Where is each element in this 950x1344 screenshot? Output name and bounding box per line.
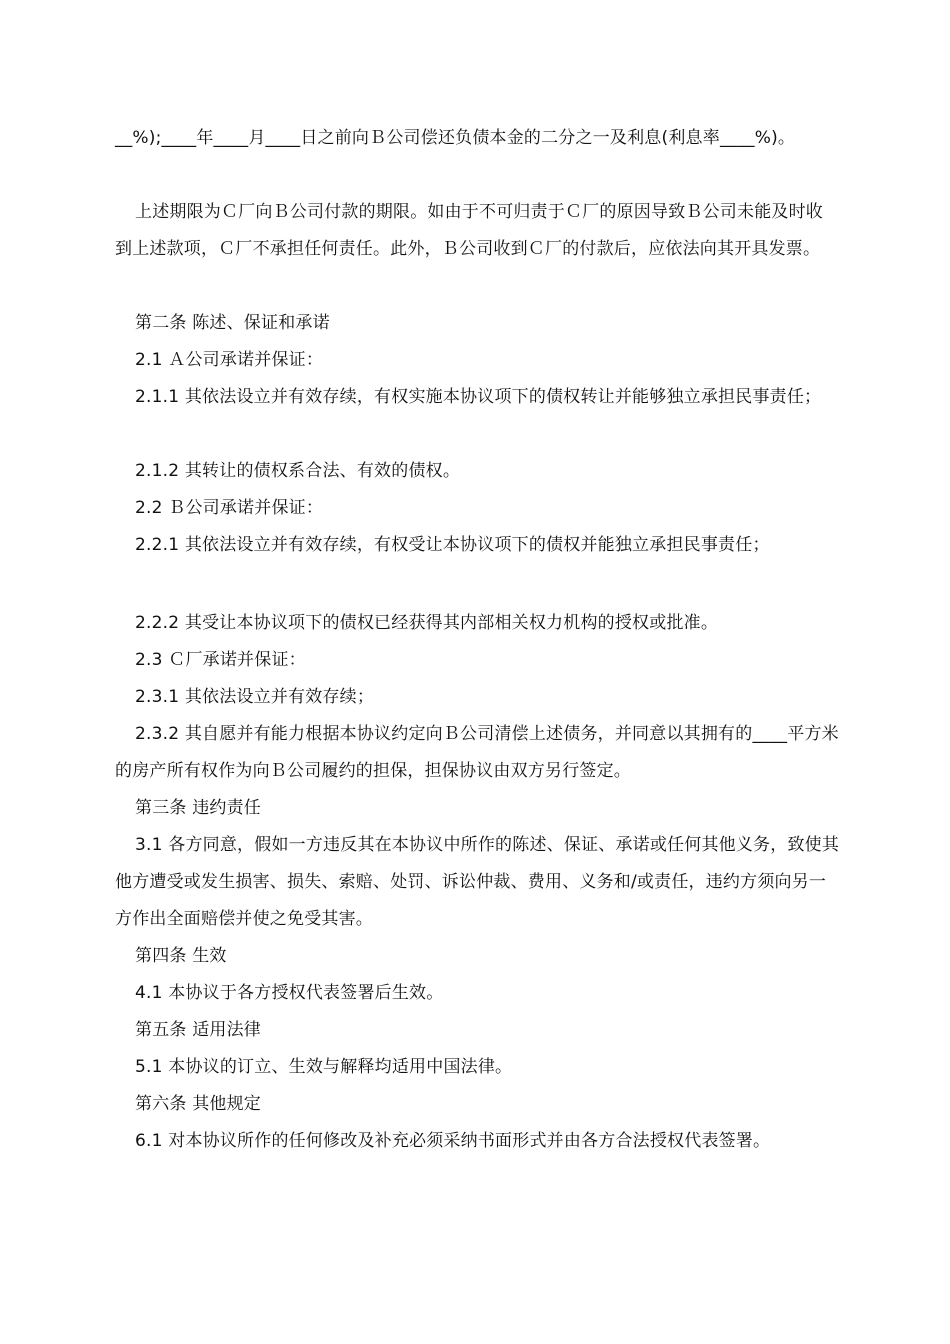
clause-2-1-2: 2.1.2 其转让的债权系合法、有效的债权。	[135, 461, 461, 481]
clause-2-3-1: 2.3.1 其依法设立并有效存续；	[135, 687, 375, 707]
clause-2-1: 2.1 Ａ公司承诺并保证：	[135, 350, 324, 370]
clause-2-3-2: 2.3.2 其自愿并有能力根据本协议约定向Ｂ公司清偿上述债务，并同意以其拥有的____平方米的房产所有权作为向Ｂ公司履约的担保，担保协议由双方另行签定。	[115, 724, 839, 781]
clause-5-1: 5.1 本协议的订立、生效与解释均适用中国法律。	[135, 1057, 513, 1077]
heading-article-5: 第五条 适用法律	[135, 1020, 262, 1040]
paragraph-repayment-terms: __%);____年____月____日之前向Ｂ公司偿还负债本金的二分之一及利息(利息率____%)。	[115, 128, 796, 148]
paragraph-payment-period: 上述期限为Ｃ厂向Ｂ公司付款的期限。如由于不可归责于Ｃ厂的原因导致Ｂ公司未能及时收到上述款项，Ｃ厂不承担任何责任。此外，Ｂ公司收到Ｃ厂的付款后，应依法向其开具发票。	[115, 202, 823, 259]
heading-article-2: 第二条 陈述、保证和承诺	[135, 313, 330, 333]
clause-6-1: 6.1 对本协议所作的任何修改及补充必须采纳书面形式并由各方合法授权代表签署。	[135, 1131, 771, 1151]
clause-2-2-1: 2.2.1 其依法设立并有效存续，有权受让本协议项下的债权并能独立承担民事责任；	[135, 535, 770, 555]
clause-3-1: 3.1 各方同意，假如一方违反其在本协议中所作的陈述、保证、承诺或任何其他义务，致使其他方遭受或发生损害、损失、索赔、处罚、诉讼仲裁、费用、义务和/或责任，违约方须向另一方作出全面赔偿并使之免受其害。	[115, 835, 840, 929]
clause-2-1-1: 2.1.1 其依法设立并有效存续，有权实施本协议项下的债权转让并能够独立承担民事责任；	[135, 387, 822, 407]
clause-2-2-2: 2.2.2 其受让本协议项下的债权已经获得其内部相关权力机构的授权或批准。	[135, 613, 719, 633]
clause-4-1: 4.1 本协议于各方授权代表签署后生效。	[135, 983, 444, 1003]
heading-article-4: 第四条 生效	[135, 946, 227, 966]
heading-article-6: 第六条 其他规定	[135, 1094, 262, 1114]
clause-2-2: 2.2 Ｂ公司承诺并保证：	[135, 498, 324, 518]
clause-2-3: 2.3 Ｃ厂承诺并保证：	[135, 650, 306, 670]
heading-article-3: 第三条 违约责任	[135, 798, 262, 818]
